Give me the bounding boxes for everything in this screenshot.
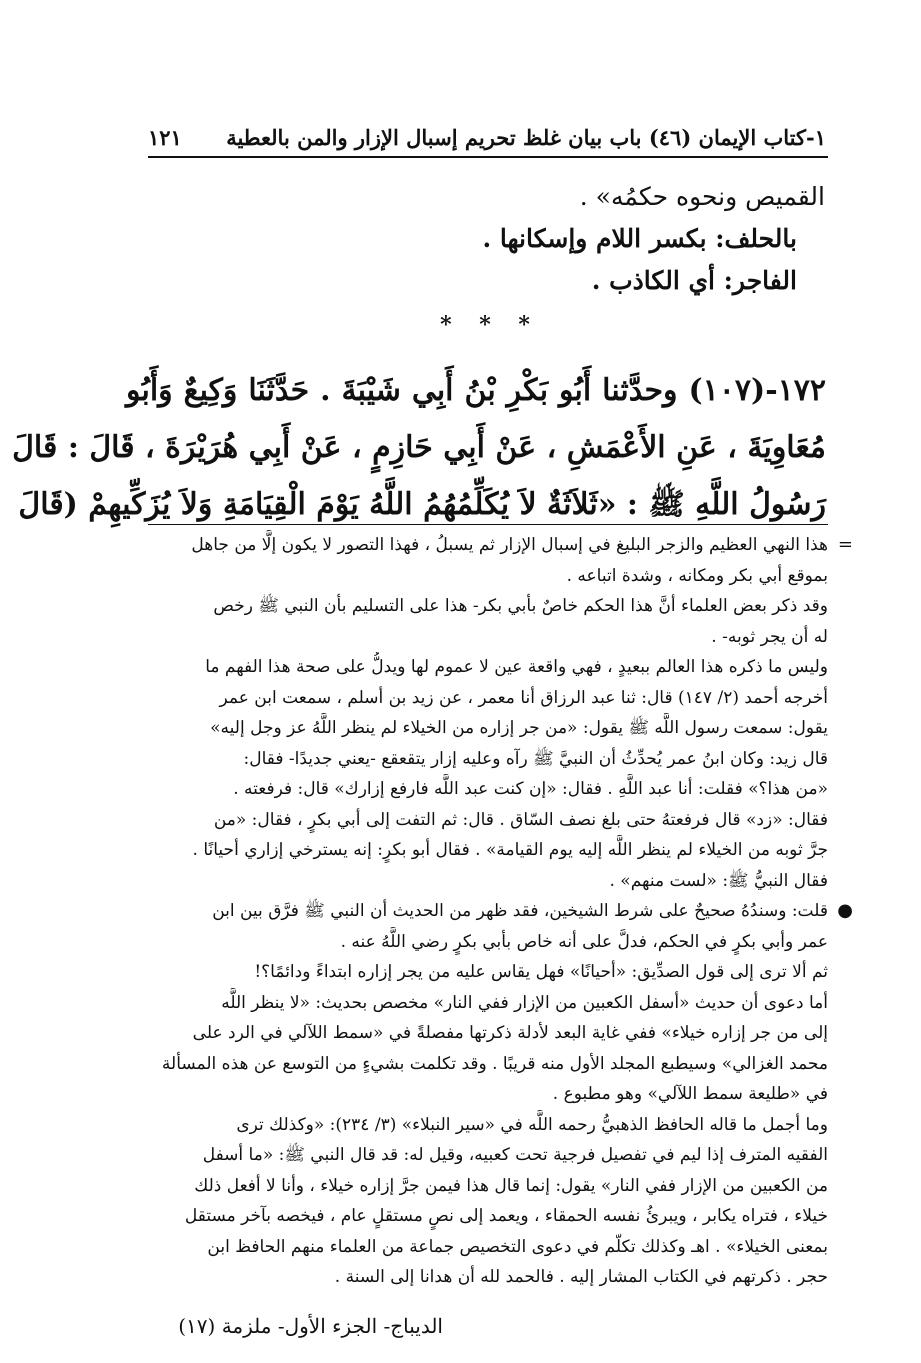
note-line: يقول: سمعت رسول اللَّه ﷺ يقول: «من جر إزاره من الخيلاء لم ينظر اللَّهُ عز وجل إليه» — [210, 718, 828, 738]
note-line: فقال: «زد» قال فرفعتهُ حتى بلغ نصف السّاق . قال: ثم التفت إلى أبي بكرٍ ، فقال: «من — [213, 809, 828, 830]
note-line: في «طليعة سمط اللآلي» وهو مطبوع . — [552, 1084, 828, 1104]
footnotes — [148, 530, 853, 1293]
note-line: بموقع أبي بكر ومكانه ، وشدة اتباعه . — [566, 565, 828, 586]
signature-line: الديباج- الجزء الأول- ملزمة (١٧) — [178, 1314, 443, 1338]
note-line: هذا النهي العظيم والزجر البليغ في إسبال الإزار ثم يسبلُ ، فهذا التصور لا يكون إلَّا من جاهل — [191, 535, 828, 555]
hadith-text — [12, 362, 826, 533]
note-line: قلت: وسندُهُ صحيحٌ على شرط الشيخين، فقد ظهر من الحديث أن النبي ﷺ فرَّق بين ابن — [212, 901, 828, 921]
continuation-mark: = — [837, 534, 853, 555]
page-number: ١٢١ — [148, 125, 182, 150]
explanation-block — [145, 176, 825, 302]
section-separator: * * * — [440, 312, 540, 338]
note-line: أما دعوى أن حديث «أسفل الكعبين من الإزار ففي النار» مخصص بحديث: «لا ينظر اللَّه — [221, 992, 828, 1013]
note-line: من الكعبين من الإزار ففي النار» يقول: إنما قال هذا فيمن جرَّ إزاره خيلاء ، وأنا لا أفعل ذلك — [194, 1175, 828, 1196]
hadith-line-1: ١٧٢-(١٠٧) وحدَّثنا أَبُو بَكْرِ بْنُ أَبِي شَيْبَةَ . حَدَّثَنَا وَكِيعٌ وَأَبُو — [126, 373, 826, 408]
note-line: عمر وأبي بكرٍ في الحكم، فدلَّ على أنه خاص بأبي بكرٍ رضي اللَّهُ عنه . — [340, 931, 828, 952]
hadith-line-3: رَسُولُ اللَّهِ ﷺ : «ثَلاَثَةٌ لاَ يُكَلِّمُهُمُ اللَّهُ يَوْمَ الْقِيَامَةِ وَلاَ يُزَكِّيهِمْ (قَالَ — [18, 487, 826, 522]
explanation-line-3: الفاجر: أي الكاذب . — [591, 266, 797, 295]
note-line: جرَّ ثوبه من الخيلاء لم ينظر اللَّه إليه يوم القيامة» . فقال أبو بكرٍ: إنه يسترخي إزاري أحيانًا . — [192, 840, 828, 860]
note-line: الفقيه المترف إذا ليم في تفصيل فرجية تحت كعبيه، وقيل له: قد قال النبي ﷺ: «ما أسفل — [202, 1145, 828, 1165]
header-title: ١-كتاب الإيمان (٤٦) باب بيان غلظ تحريم إسبال الإزار والمن بالعطية — [226, 125, 826, 150]
note-line: حجر . ذكرتهم في الكتاب المشار إليه . فالحمد لله أن هدانا إلى السنة . — [334, 1267, 828, 1287]
note-line: ثم ألا ترى إلى قول الصدِّيق: «أحيانًا» فهل يقاس عليه من يجر إزاره ابتداءً ودائمًا؟! — [254, 962, 828, 982]
note-line: قال زيد: وكان ابنُ عمر يُحدِّثُ أن النبيَّ ﷺ رآه وعليه إزار يتقعقع -يعني جديدًا- فقال: — [243, 748, 828, 769]
note-line: إلى من جر إزاره خيلاء» ففي غاية البعد لأدلة ذكرتها مفصلةً في «سمط اللآلي في الرد على — [192, 1023, 828, 1043]
note-line: «من هذا؟» فقلت: أنا عبد اللَّهِ . فقال: «إن كنت عبد اللَّه فارفع إزارك» قال: فرفعته . — [233, 779, 828, 799]
explanation-line-1: القميص ونحوه حكمُه» . — [579, 182, 825, 211]
footnote-rule — [148, 524, 828, 525]
note-line: وما أجمل ما قاله الحافظ الذهبيُّ رحمه اللَّه في «سير النبلاء» (٣/ ٢٣٤): «وكذلك ترى — [236, 1114, 828, 1135]
note-line: وليس ما ذكره هذا العالم ببعيدٍ ، فهي واقعة عين لا عموم لها ويدلُّ على صحة هذا الفهم ما — [205, 657, 828, 677]
hadith-line-2: مُعَاوِيَةَ ، عَنِ الأَعْمَشِ ، عَنْ أَبِي حَازِمٍ ، عَنْ أَبِي هُرَيْرَةَ ، قَالَ : قَالَ — [12, 430, 826, 465]
note-line: فقال النبيُّ ﷺ: «لست منهم» . — [609, 870, 828, 891]
note-line: خيلاء ، فتراه يكابر ، ويبرئُ نفسه الحمقاء ، ويعمد إلى نصٍ مستقلٍ عام ، فيخصه بآخر مستقل — [184, 1206, 828, 1226]
bullet-mark: ● — [837, 900, 853, 921]
note-line: بمعنى الخيلاء» . اهـ وكذلك تكلّم في دعوى التخصيص جماعة من العلماء منهم الحافظ ابن — [207, 1236, 828, 1257]
note-line: له أن يجر ثوبه- . — [711, 626, 828, 647]
note-line: محمد الغزالي» وسيطبع المجلد الأول منه قريبًا . وقد تكلمت بشيءٍ من التوسع عن هذه المسألة — [161, 1053, 828, 1074]
note-line: وقد ذكر بعض العلماء أنَّ هذا الحكم خاصٌ بأبي بكر- هذا على التسليم بأن النبي ﷺ رخص — [213, 596, 828, 616]
header-rule — [148, 156, 828, 158]
explanation-line-2: بالحلف: بكسر اللام وإسكانها . — [482, 224, 797, 253]
note-line: أخرجه أحمد (٢/ ١٤٧) قال: ثنا عبد الرزاق أنا معمر ، عن زيد بن أسلم ، سمعت ابن عمر — [219, 687, 828, 708]
running-header — [148, 118, 826, 152]
